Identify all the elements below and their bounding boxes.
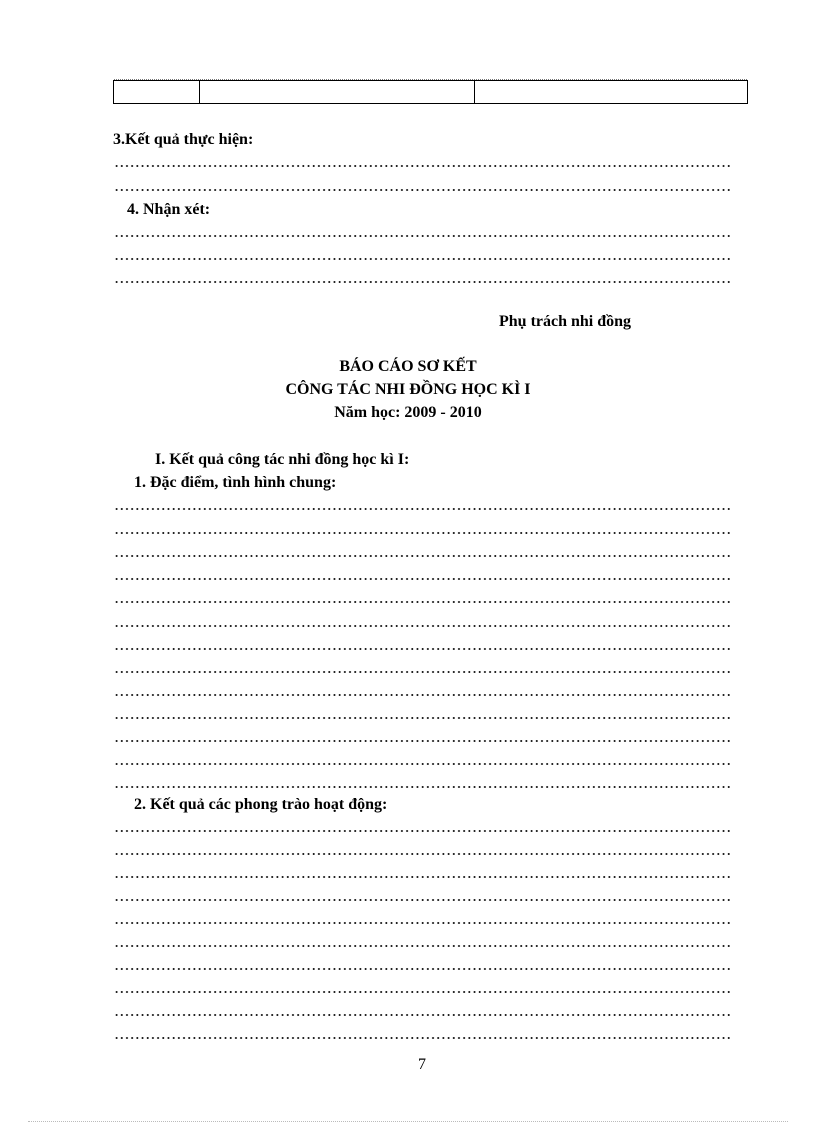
dotted-answer-line [114, 693, 730, 697]
item-1-heading: 1. Đặc điểm, tình hình chung: [134, 474, 337, 491]
dotted-answer-line [114, 898, 730, 902]
summary-table-row [113, 80, 748, 104]
dotted-answer-line [114, 234, 730, 238]
table-cell [114, 81, 200, 103]
section-4-heading: 4. Nhận xét: [127, 201, 211, 218]
dotted-answer-line [114, 875, 730, 879]
dotted-answer-line [114, 967, 730, 971]
dotted-answer-line [114, 716, 730, 720]
table-top-dotted-rule [114, 79, 747, 81]
dotted-answer-line [114, 531, 730, 535]
page-number: 7 [418, 1056, 426, 1073]
report-title: BÁO CÁO SƠ KẾT [339, 358, 477, 375]
dotted-answer-line [114, 990, 730, 994]
dotted-answer-line [114, 507, 730, 511]
dotted-answer-line [114, 164, 730, 168]
dotted-answer-line [114, 554, 730, 558]
report-subtitle: CÔNG TÁC NHI ĐỒNG HỌC KÌ I [285, 381, 531, 398]
dotted-answer-line [114, 762, 730, 766]
dotted-answer-line [114, 1036, 730, 1040]
dotted-answer-line [114, 921, 730, 925]
dotted-answer-line [114, 829, 730, 833]
dotted-answer-line [114, 624, 730, 628]
signature-label: Phụ trách nhi đồng [499, 313, 632, 330]
part-1-heading: I. Kết quả công tác nhi đồng học kì I: [155, 451, 410, 468]
dotted-answer-line [114, 280, 730, 284]
dotted-answer-line [114, 577, 730, 581]
dotted-answer-line [114, 739, 730, 743]
dotted-answer-line [114, 647, 730, 651]
section-3-heading: 3.Kết quả thực hiện: [113, 131, 254, 148]
item-2-heading: 2. Kết quả các phong trào hoạt động: [134, 796, 388, 813]
dotted-answer-line [114, 852, 730, 856]
table-cell [475, 81, 747, 103]
dotted-answer-line [114, 670, 730, 674]
school-year: Năm học: 2009 - 2010 [334, 404, 482, 421]
dotted-answer-line [114, 600, 730, 604]
dotted-answer-line [114, 944, 730, 948]
dotted-answer-line [114, 785, 730, 789]
table-cell [200, 81, 475, 103]
dotted-answer-line [114, 1013, 730, 1017]
dotted-answer-line [114, 257, 730, 261]
dotted-answer-line [114, 188, 730, 192]
